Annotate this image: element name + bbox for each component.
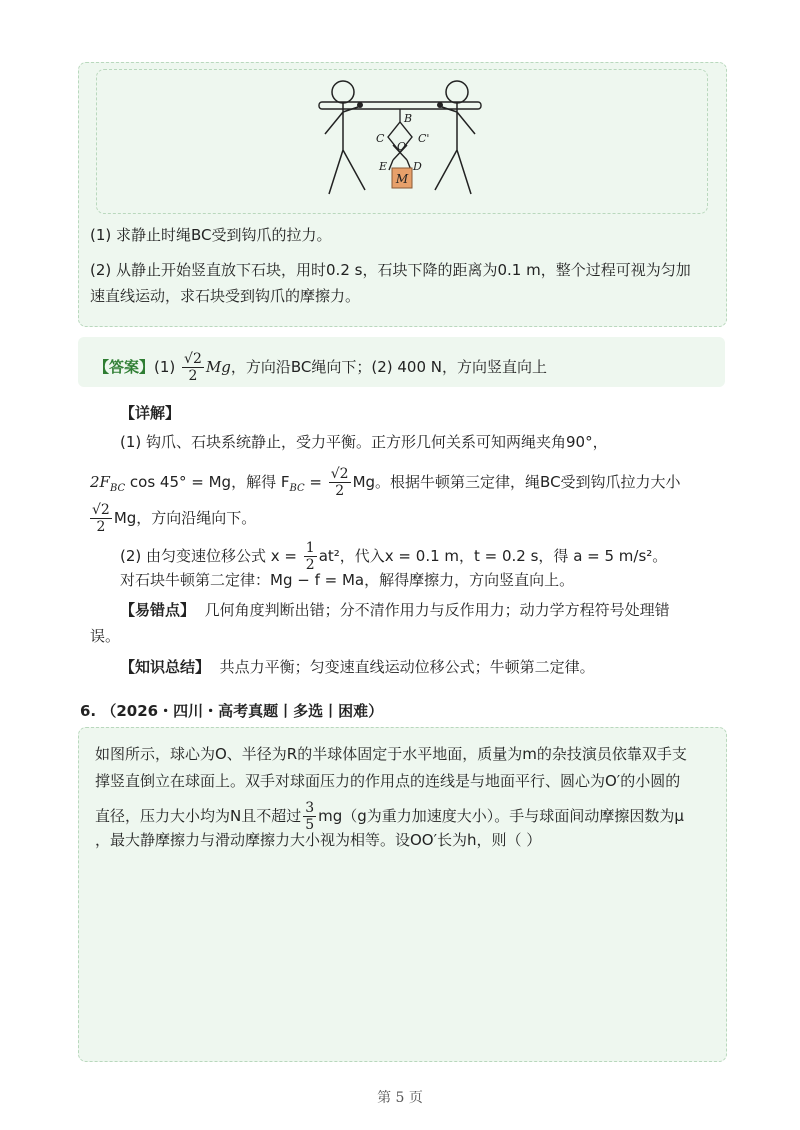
answer-line: 【答案】(1) $\frac{√2}{2}$ Mg，方向沿BC绳向下；(2) 400 N，方向竖直向上 [94,351,547,384]
explain-line2: $2F_{BC}$ cos 45° = Mg，解得 $F_{BC}$ = $\frac{√2}{2}$ Mg。根据牛顿第三定律，绳BC受到钩爪拉力大小 [90,466,681,499]
svg-text:O: O [397,140,407,153]
summary-line: 【知识总结】 共点力平衡；匀变速直线运动位移公式；牛顿第二定律。 [120,658,595,676]
left-grip-dot [357,102,363,108]
q6-line1: 如图所示，球心为O、半径为R的半球体固定于水平地面，质量为m的杂技演员依靠双手支 [95,745,687,763]
right-person-body [435,103,475,194]
explain-fraction-2: $\frac{√2}{2}$ [92,502,110,535]
left-person-head [332,81,354,103]
q6-line2: 撑竖直倒立在球面上。双手对球面压力的作用点的连线是与地面平行、圆心为O′的小圆的 [95,772,681,790]
q6-heading: 6. （2026・四川・高考真题丨多选丨困难） [80,702,384,720]
right-person-head [446,81,468,103]
explain-line5: 对石块牛顿第二定律：Mg − f = Ma，解得摩擦力，方向竖直向上。 [120,571,575,589]
q6-line3: 直径，压力大小均为N且不超过 $\frac{3}{5}$ mg（g为重力加速度大小）。手与球面间动摩擦因数为μ [95,800,684,833]
svg-text:B: B [404,112,413,125]
error-line2: 误。 [90,627,121,645]
page-number: 第 5 页 [377,1090,423,1106]
explain-line3: $\frac{√2}{2}$ Mg，方向沿绳向下。 [92,502,257,535]
q5-part2-line2: 速直线运动，求石块受到钩爪的摩擦力。 [90,287,361,305]
svg-text:E: E [379,160,388,173]
tug-figure-illustration [315,78,485,198]
q6-fraction: $\frac{3}{5}$ [305,800,315,833]
svg-text:M: M [395,172,409,186]
explain-line1: (1) 钩爪、石块系统静止，受力平衡。正方形几何关系可知两绳夹角90°， [120,433,608,451]
q5-part1: (1) 求静止时绳BC受到钩爪的拉力。 [90,226,332,244]
svg-text:D: D [413,160,422,173]
q6-line4: ，最大静摩擦力与滑动摩擦力大小视为相等。设OO′长为h，则（ ） [95,831,542,849]
answer-tag: 【答案】 [94,358,155,376]
answer-fraction: $\frac{√2}{2}$ [184,351,202,384]
explain-line4: (2) 由匀变速位移公式 x = $\frac{1}{2}$ at²，代入x = 0.1 m，t = 0.2 s，得 a = 5 m/s²。 [120,540,668,573]
explain-fraction-3: $\frac{1}{2}$ [305,540,315,573]
left-person-body [325,103,365,194]
q5-part2-line1: (2) 从静止开始竖直放下石块，用时0.2 s，石块下降的距离为0.1 m，整个过程可视为匀加 [90,261,691,279]
explain-fraction-1: $\frac{√2}{2}$ [330,466,349,499]
svg-text:C: C [376,132,385,145]
explain-tag: 【详解】 [120,404,181,422]
right-grip-dot [437,102,443,108]
error-line1: 【易错点】 几何角度判断出错；分不清作用力与反作用力；动力学方程符号处理错 [120,601,670,619]
svg-text:C': C' [418,132,430,145]
